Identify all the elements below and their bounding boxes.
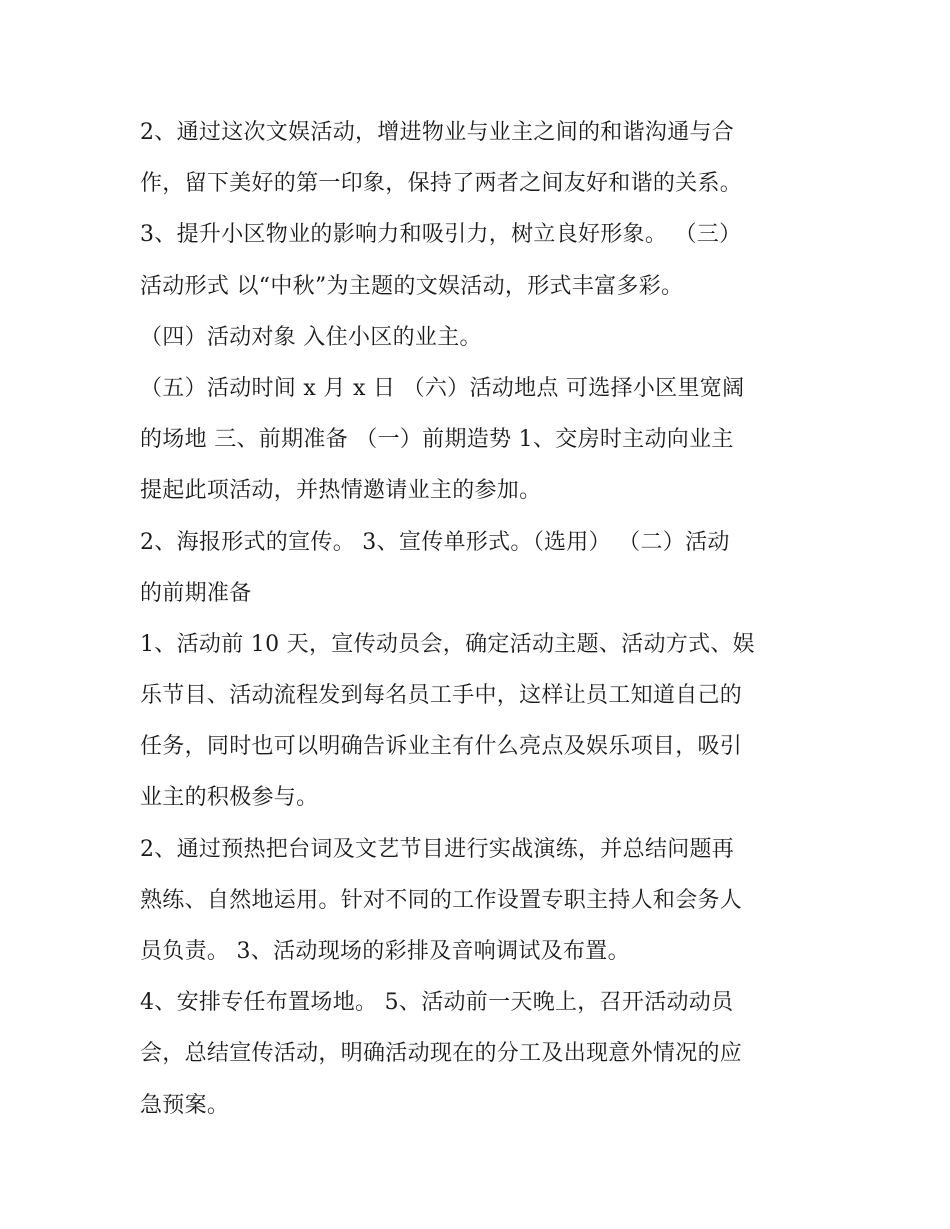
document-body — [140, 107, 820, 1131]
text-line: 活动形式 以“中秋”为主题的文娱活动，形式丰富多彩。 — [140, 273, 684, 299]
text-line: 的前期准备 — [140, 580, 252, 606]
text-line: 作，留下美好的第一印象，保持了两者之间友好和谐的关系。 — [140, 171, 743, 197]
text-line: 1、活动前 10 天，宣传动员会，确定活动主题、活动方式、娱 — [140, 631, 755, 657]
text-line: 乐节目、活动流程发到每名员工手中，这样让员工知道自己的 — [140, 683, 743, 709]
text-line: （四）活动对象 入住小区的业主。 — [140, 324, 482, 350]
text-line: 4、安排专任布置场地。 5、活动前一天晚上，召开活动动员 — [140, 990, 734, 1016]
text-line: 任务，同时也可以明确告诉业主有什么亮点及娱乐项目，吸引 — [140, 734, 743, 760]
text-line: 2、通过预热把台词及文艺节目进行实战演练，并总结问题再 — [140, 836, 735, 862]
text-line: 急预案。 — [140, 1092, 230, 1118]
text-line: 3、提升小区物业的影响力和吸引力，树立良好形象。 （三） — [140, 222, 742, 248]
text-line: 提起此项活动，并热情邀请业主的参加。 — [140, 478, 542, 504]
text-line: 员负责。 3、活动现场的彩排及音响调试及布置。 — [140, 939, 630, 964]
text-line: 的场地 三、前期准备 （一）前期造势 1、交房时主动向业主 — [140, 427, 734, 453]
text-line: 熟练、自然地运用。针对不同的工作设置专职主持人和会务人 — [140, 887, 743, 913]
text-line: （五）活动时间 x 月 x 日 （六）活动地点 可选择小区里宽阔 — [140, 375, 745, 401]
text-line: 2、通过这次文娱活动，增进物业与业主之间的和谐沟通与合 — [140, 120, 735, 145]
text-line: 会，总结宣传活动，明确活动现在的分工及出现意外情况的应 — [140, 1041, 743, 1067]
text-line: 业主的积极参与。 — [140, 785, 319, 811]
text-line: 2、海报形式的宣传。 3、宣传单形式。（选用） （二）活动 — [140, 529, 730, 555]
